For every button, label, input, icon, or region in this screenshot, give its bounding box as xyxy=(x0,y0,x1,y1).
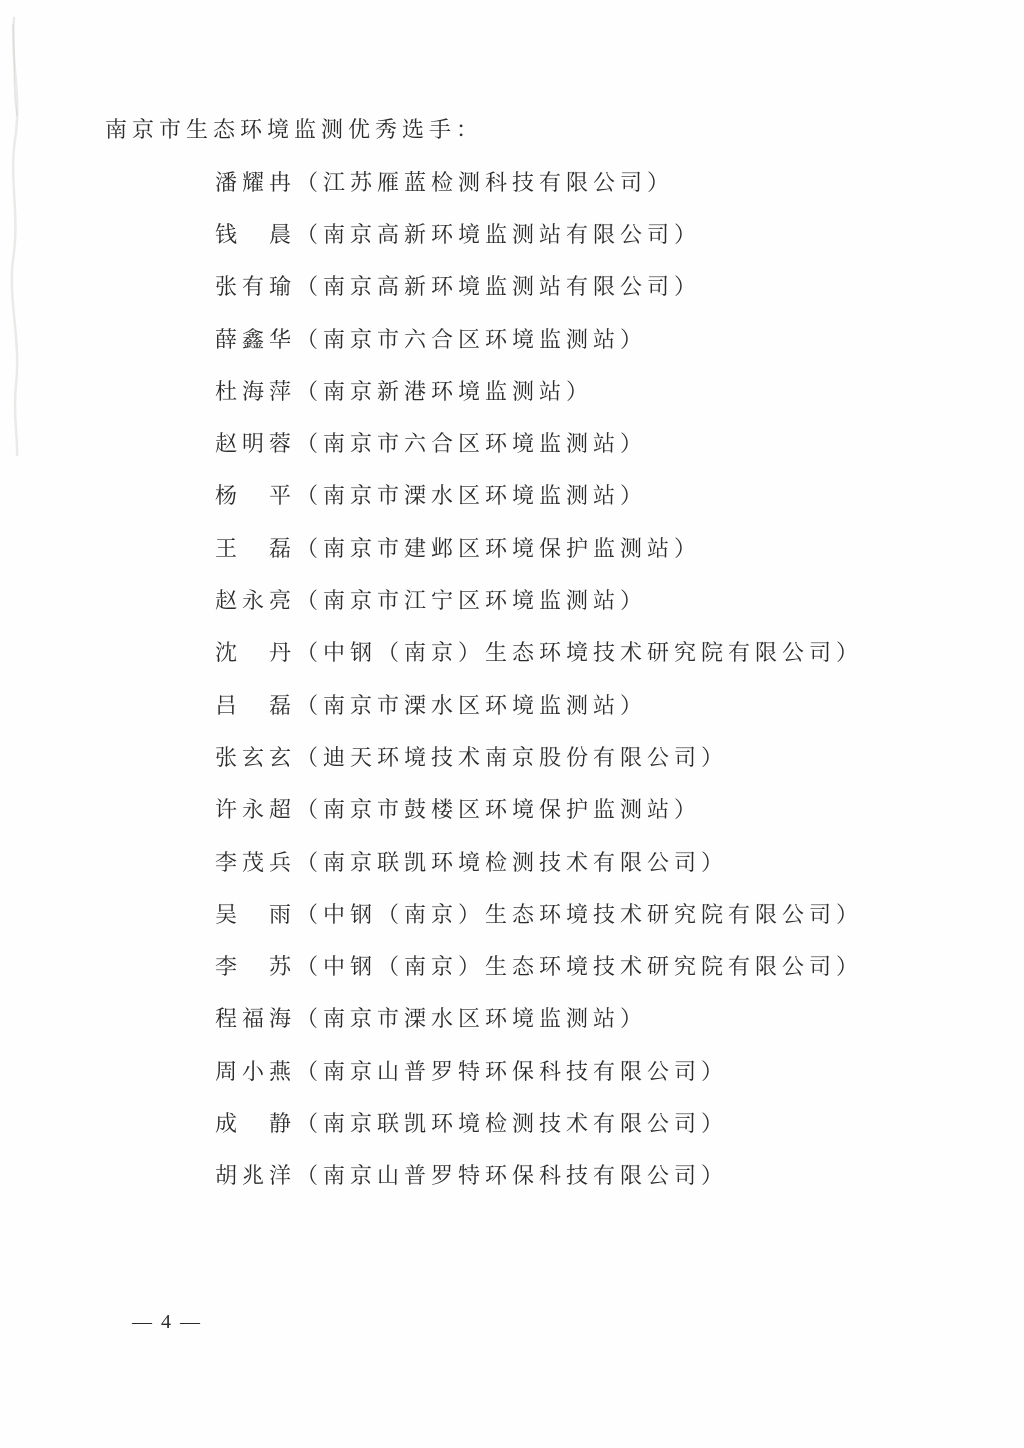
winner-name: 许永超 xyxy=(215,797,297,823)
list-item xyxy=(215,835,984,887)
winner-name: 赵明蓉 xyxy=(215,431,297,457)
winner-org: （南京高新环境监测站有限公司） xyxy=(296,274,702,300)
page-title: 南京市生态环境监测优秀选手： xyxy=(105,117,484,142)
list-item xyxy=(215,260,984,312)
winner-org: （南京高新环境监测站有限公司） xyxy=(296,221,702,247)
list-item xyxy=(215,626,984,678)
winner-name: 张玄玄 xyxy=(215,744,297,770)
list-item xyxy=(215,155,984,207)
list-item xyxy=(215,1044,984,1096)
list-item xyxy=(215,521,984,573)
winner-name: 成 静 xyxy=(215,1110,297,1136)
winner-org: （南京联凯环境检测技术有限公司） xyxy=(296,1110,729,1136)
winner-org: （南京山普罗特环保科技有限公司） xyxy=(296,1058,729,1084)
winner-org: （中钢（南京）生态环境技术研究院有限公司） xyxy=(296,954,864,980)
winner-org: （南京市溧水区环境监测站） xyxy=(296,1006,648,1032)
winner-org: （南京市溧水区环境监测站） xyxy=(296,483,648,509)
list-item xyxy=(215,992,984,1044)
winner-name: 张有瑜 xyxy=(215,274,297,300)
winner-org: （南京市溧水区环境监测站） xyxy=(296,692,648,718)
list-item xyxy=(215,469,984,521)
winner-org: （南京市江宁区环境监测站） xyxy=(296,588,648,614)
winner-org: （中钢（南京）生态环境技术研究院有限公司） xyxy=(296,640,864,666)
winner-org: （南京市六合区环境监测站） xyxy=(296,326,648,352)
winner-org: （南京市六合区环境监测站） xyxy=(296,431,648,457)
list-item xyxy=(215,783,984,835)
list-item xyxy=(215,416,984,468)
winner-org: （中钢（南京）生态环境技术研究院有限公司） xyxy=(296,901,864,927)
winner-name: 程福海 xyxy=(215,1006,297,1032)
list-item xyxy=(215,312,984,364)
winner-name: 钱 晨 xyxy=(215,221,297,247)
list-item xyxy=(215,1096,984,1148)
winner-name: 赵永亮 xyxy=(215,588,297,614)
list-item xyxy=(215,730,984,782)
winner-org: （南京市建邺区环境保护监测站） xyxy=(296,535,702,561)
winner-list xyxy=(105,155,984,1201)
winner-name: 李茂兵 xyxy=(215,849,297,875)
winner-name: 周小燕 xyxy=(215,1058,297,1084)
winner-org: （南京山普罗特环保科技有限公司） xyxy=(296,1163,729,1189)
winner-name: 吕 磊 xyxy=(215,692,297,718)
winner-name: 沈 丹 xyxy=(215,640,297,666)
winner-name: 薛鑫华 xyxy=(215,326,297,352)
list-item xyxy=(215,1149,984,1201)
winner-name: 杨 平 xyxy=(215,483,297,509)
winner-name: 王 磊 xyxy=(215,535,297,561)
scan-edge-artifact xyxy=(0,0,60,460)
page-number: — 4 — xyxy=(132,1310,202,1333)
winner-name: 杜海萍 xyxy=(215,378,297,404)
winner-name: 李 苏 xyxy=(215,954,297,980)
list-item xyxy=(215,887,984,939)
list-item xyxy=(215,573,984,625)
winner-name: 胡兆洋 xyxy=(215,1163,297,1189)
winner-org: （江苏雁蓝检测科技有限公司） xyxy=(296,169,675,195)
list-item xyxy=(215,207,984,259)
winner-name: 吴 雨 xyxy=(215,901,297,927)
list-item xyxy=(215,364,984,416)
winner-org: （南京联凯环境检测技术有限公司） xyxy=(296,849,729,875)
list-item xyxy=(215,939,984,991)
winner-org: （迪天环境技术南京股份有限公司） xyxy=(296,744,729,770)
list-item xyxy=(215,678,984,730)
winner-org: （南京市鼓楼区环境保护监测站） xyxy=(296,797,702,823)
winner-name: 潘耀冉 xyxy=(215,169,297,195)
winner-org: （南京新港环境监测站） xyxy=(296,378,594,404)
